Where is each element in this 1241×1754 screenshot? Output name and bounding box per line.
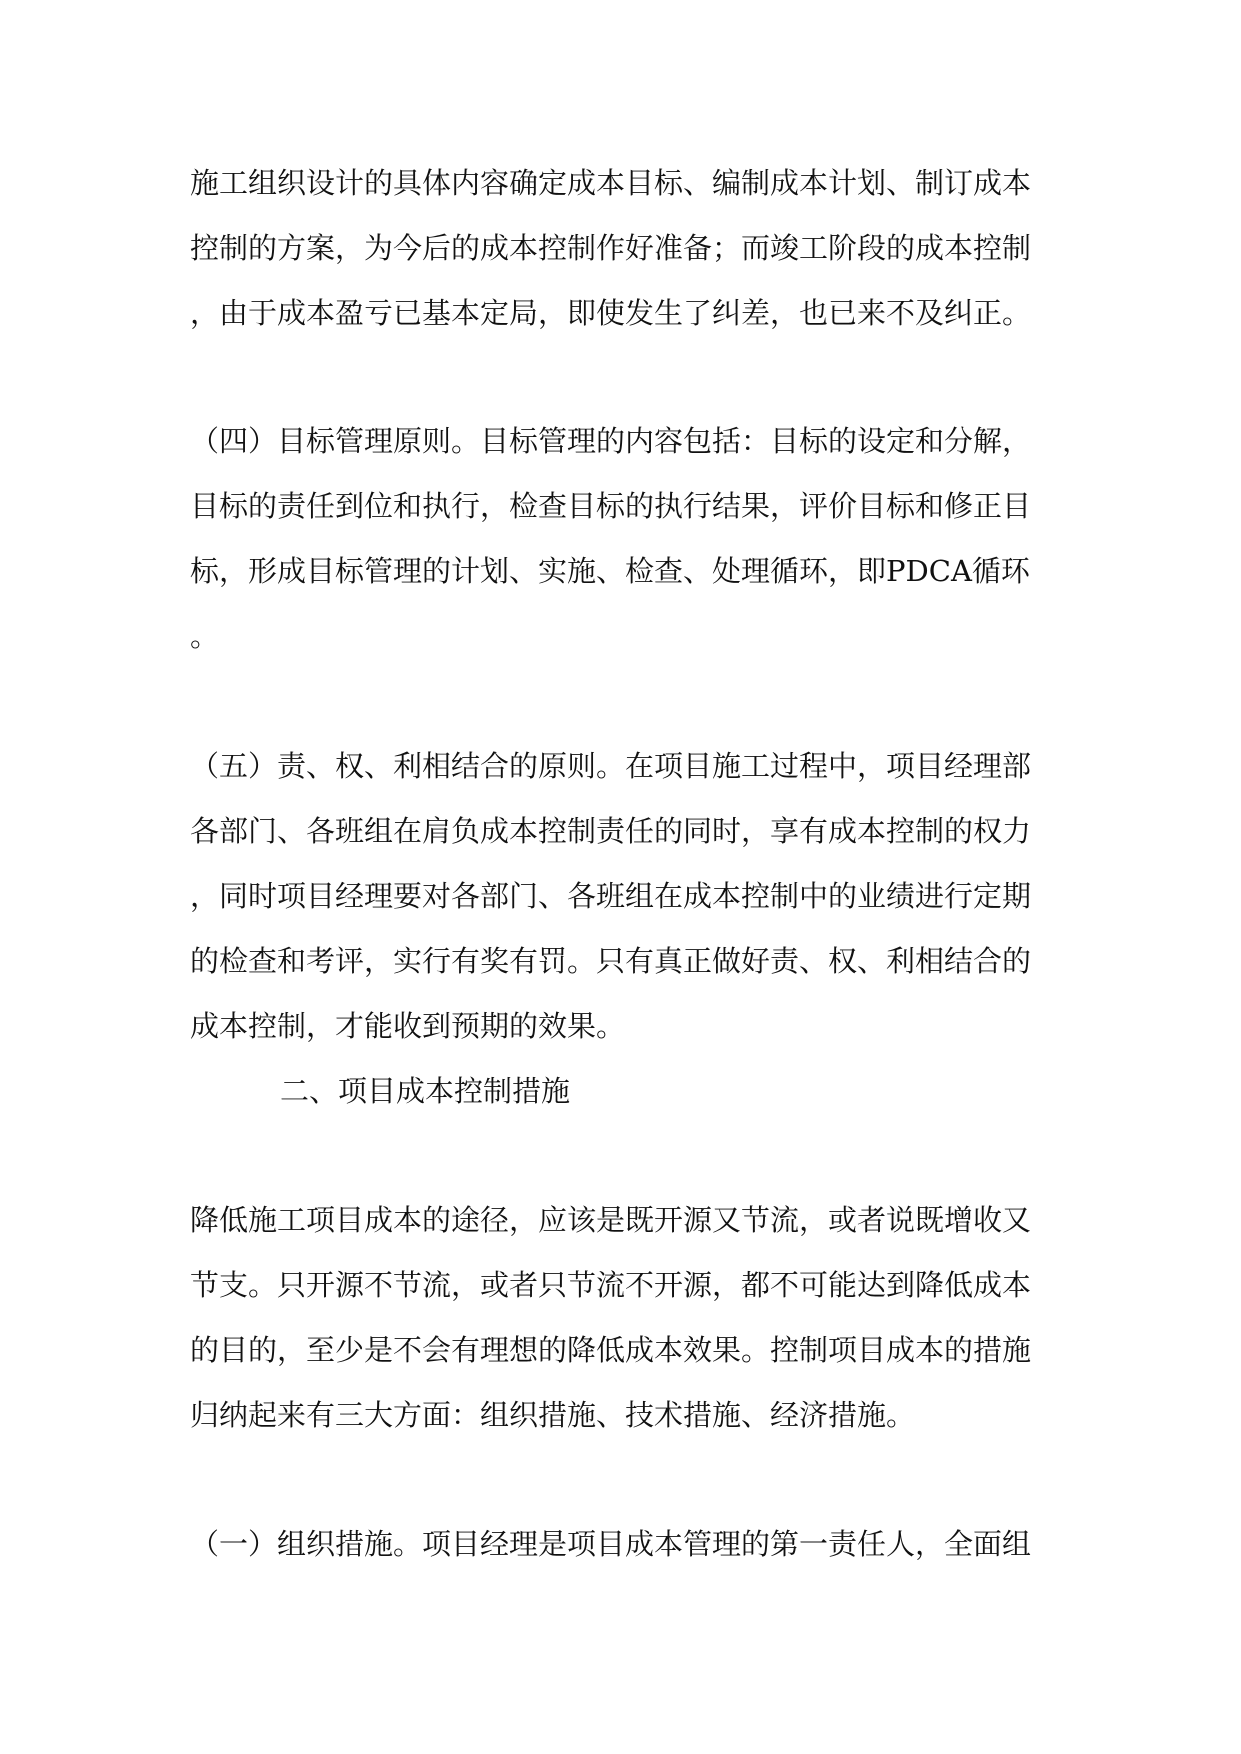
paragraph-line: 。 xyxy=(190,619,220,653)
paragraph-line: 成本控制，才能收到预期的效果。 xyxy=(190,1009,626,1043)
paragraph-line: ，由于成本盈亏已基本定局，即使发生了纠差，也已来不及纠正。 xyxy=(190,296,1032,330)
paragraph-line: （一）组织措施。项目经理是项目成本管理的第一责任人，全面组 xyxy=(190,1527,1032,1561)
paragraph-line: 标，形成目标管理的计划、实施、检查、处理循环，即PDCA循环 xyxy=(190,554,1030,588)
paragraph-line: 降低施工项目成本的途径，应该是既开源又节流，或者说既增收又 xyxy=(190,1203,1032,1237)
paragraph-line: （五）责、权、利相结合的原则。在项目施工过程中，项目经理部 xyxy=(190,749,1032,783)
paragraph-line: 的检查和考评，实行有奖有罚。只有真正做好责、权、利相结合的 xyxy=(190,944,1032,978)
paragraph-line: 的目的，至少是不会有理想的降低成本效果。控制项目成本的措施 xyxy=(190,1333,1032,1367)
paragraph-line: ，同时项目经理要对各部门、各班组在成本控制中的业绩进行定期 xyxy=(190,879,1032,913)
paragraph-line: 施工组织设计的具体内容确定成本目标、编制成本计划、制订成本 xyxy=(190,166,1032,200)
paragraph-line: 各部门、各班组在肩负成本控制责任的同时，享有成本控制的权力 xyxy=(190,814,1032,848)
paragraph-line: （四）目标管理原则。目标管理的内容包括：目标的设定和分解， xyxy=(190,424,1032,458)
paragraph-line: 节支。只开源不节流，或者只节流不开源，都不可能达到降低成本 xyxy=(190,1268,1032,1302)
paragraph-line: 控制的方案，为今后的成本控制作好准备；而竣工阶段的成本控制 xyxy=(190,231,1032,265)
section-heading: 二、项目成本控制措施 xyxy=(280,1074,571,1108)
paragraph-line: 归纳起来有三大方面：组织措施、技术措施、经济措施。 xyxy=(190,1398,916,1432)
paragraph-line: 目标的责任到位和执行，检查目标的执行结果，评价目标和修正目 xyxy=(190,489,1032,523)
